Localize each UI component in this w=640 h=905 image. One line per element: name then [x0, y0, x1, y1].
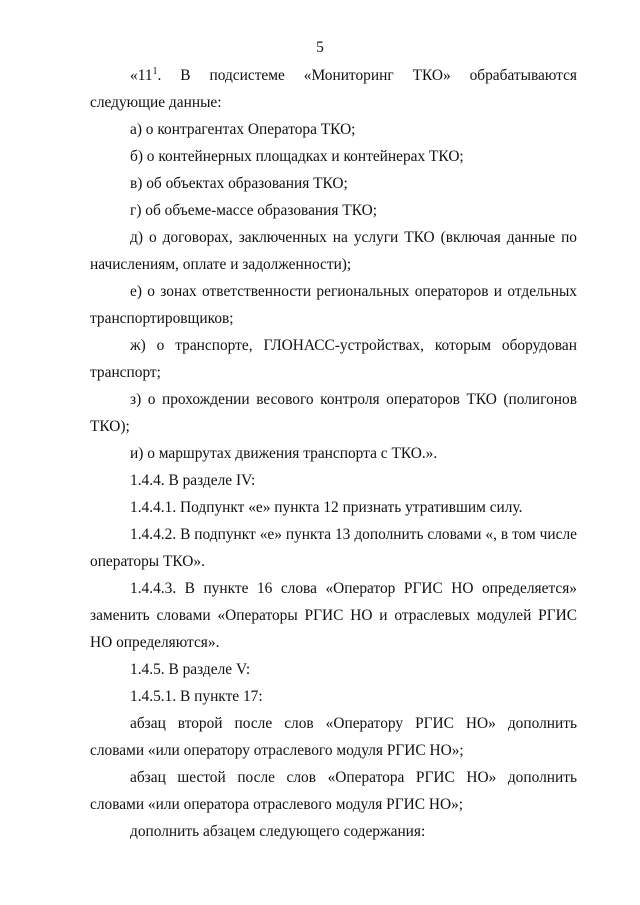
section-1-4-4: 1.4.4. В разделе IV:: [130, 472, 256, 489]
section-1-4-4-1: 1.4.4.1. Подпункт «е» пункта 12 признать утратившим силу.: [130, 499, 523, 516]
paragraph-abzac-6: абзац шестой после слов «Оператора РГИС НО» дополнить словами «или оператора отраслевого модуля РГИС НО»;: [90, 769, 577, 813]
list-item-a: а) о контрагентах Оператора ТКО;: [130, 121, 356, 138]
list-item-zh: ж) о транспорте, ГЛОНАСС-устройствах, которым оборудован транспорт;: [90, 337, 577, 381]
document-body: [90, 62, 577, 845]
list-item-z: з) о прохождении весового контроля операторов ТКО (полигонов ТКО);: [90, 391, 577, 435]
paragraph-11-1-text: . В подсистеме «Мониторинг ТКО» обрабатываются следующие данные:: [90, 67, 577, 111]
page-number: 5: [316, 39, 324, 56]
list-item-d: д) о договорах, заключенных на услуги ТКО (включая данные по начислениям, оплате и задолженности);: [90, 229, 577, 273]
list-item-g: г) об объеме-массе образования ТКО;: [130, 202, 377, 219]
list-item-i: и) о маршрутах движения транспорта с ТКО.».: [130, 445, 438, 462]
list-item-b: б) о контейнерных площадках и контейнерах ТКО;: [130, 148, 464, 165]
list-item-e: е) о зонах ответственности региональных операторов и отдельных транспортировщиков;: [90, 283, 577, 327]
paragraph-11-1-superscript: 1: [152, 66, 158, 77]
list-item-v: в) об объектах образования ТКО;: [130, 175, 348, 192]
section-1-4-5-1: 1.4.5.1. В пункте 17:: [130, 688, 263, 705]
paragraph-add: дополнить абзацем следующего содержания:: [130, 823, 426, 840]
paragraph-11-1-prefix: «11: [130, 67, 153, 84]
section-1-4-4-3: 1.4.4.3. В пункте 16 слова «Оператор РГИС НО определяется» заменить словами «Операторы РГИС НО и отраслевых модулей РГИС НО определяются».: [90, 580, 577, 651]
paragraph-11-1: [90, 62, 577, 116]
section-1-4-5: 1.4.5. В разделе V:: [130, 661, 251, 678]
paragraph-abzac-2: абзац второй после слов «Оператору РГИС НО» дополнить словами «или оператору отраслевого модуля РГИС НО»;: [90, 715, 577, 759]
section-1-4-4-2: 1.4.4.2. В подпункт «е» пункта 13 дополнить словами «, в том числе операторы ТКО».: [90, 526, 577, 570]
